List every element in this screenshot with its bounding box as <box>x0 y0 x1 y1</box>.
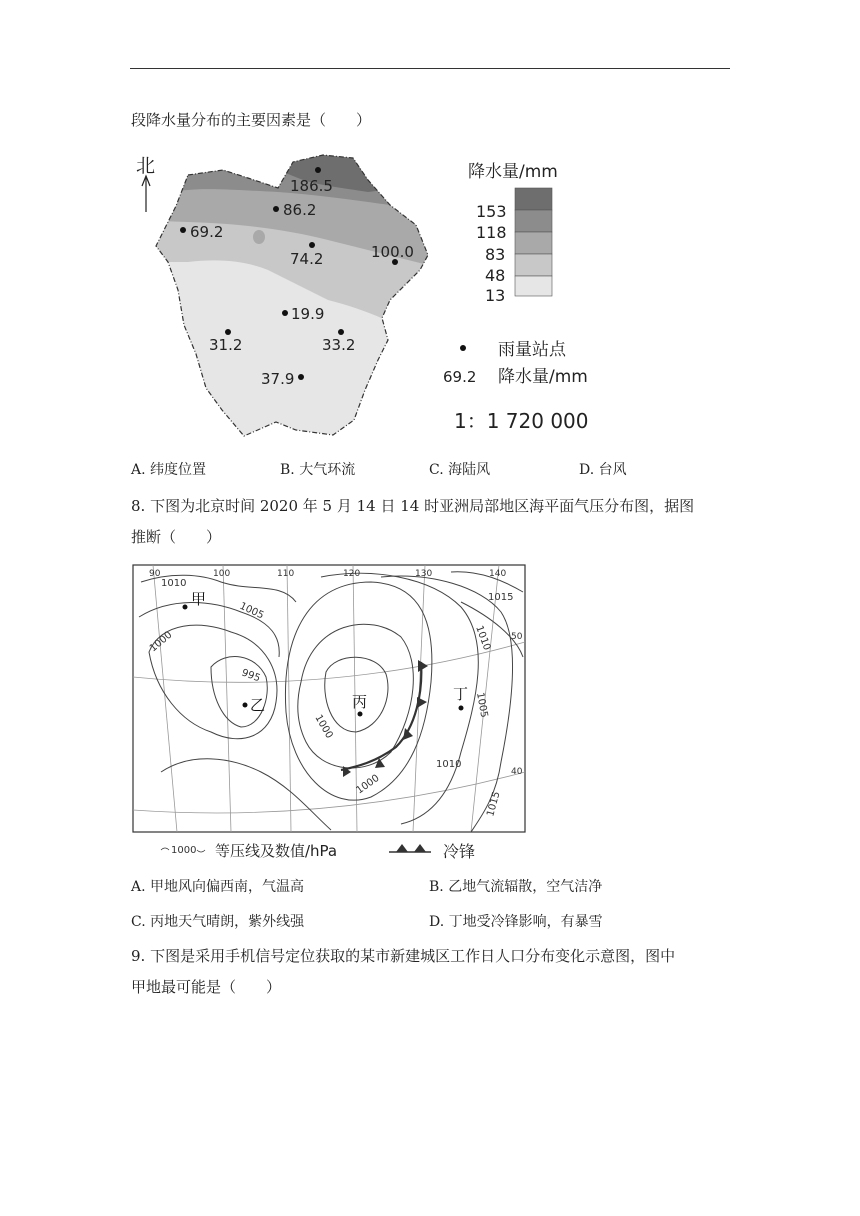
station-value: 86.2 <box>283 201 317 219</box>
isobar-label: 1010 <box>436 759 462 770</box>
station-value: 69.2 <box>190 223 224 241</box>
station-dot <box>309 242 315 248</box>
station-value: 19.9 <box>291 305 325 323</box>
station-key-label: 雨量站点 <box>498 340 566 360</box>
value-key-label: 降水量/mm <box>498 367 588 387</box>
legend-value: 83 <box>485 245 506 264</box>
latitude-label: 40 <box>511 767 523 777</box>
isobar-label: 1015 <box>488 592 514 603</box>
isobar-label: 1005 <box>237 600 266 622</box>
isobar-label: 1005 <box>474 691 490 719</box>
legend-swatch <box>515 210 552 232</box>
longitude-label: 120 <box>343 569 361 579</box>
station-value: 100.0 <box>371 243 414 261</box>
station-dot <box>180 227 186 233</box>
station-dot <box>298 374 304 380</box>
isobar-label: 1000 <box>354 772 382 797</box>
legend-swatch <box>515 254 552 276</box>
place-marker <box>243 703 248 708</box>
legend-front-label: 冷锋 <box>443 842 476 861</box>
question-8-stem-continued: 推断（ ） <box>131 528 222 546</box>
station-value: 33.2 <box>322 336 356 354</box>
option-b[interactable]: B. 乙地气流辐散，空气洁净 <box>429 879 603 895</box>
station-key-dot <box>460 345 466 351</box>
question-7-stem-tail: 段降水量分布的主要因素是（ ） <box>131 111 372 129</box>
station-value: 31.2 <box>209 336 243 354</box>
question-8-stem: 8. 下图为北京时间 2020 年 5 月 14 日 14 时亚洲局部地区海平面气压分布图，据图 <box>131 497 695 515</box>
station-dot <box>282 310 288 316</box>
option-c[interactable]: C. 丙地天气晴朗，紫外线强 <box>131 914 305 930</box>
legend-value: 153 <box>476 202 507 221</box>
place-label-bing: 丙 <box>352 693 368 711</box>
legend-isobar-label: 等压线及数值/hPa <box>215 842 338 860</box>
place-marker <box>358 712 363 717</box>
station-dot <box>315 167 321 173</box>
option-a[interactable]: A. 甲地风向偏西南，气温高 <box>131 879 305 895</box>
place-label-jia: 甲 <box>191 590 207 608</box>
top-rule <box>130 68 730 69</box>
option-d[interactable]: D. 丁地受冷锋影响，有暴雪 <box>429 914 603 930</box>
map-scale: 1：1 720 000 <box>454 409 589 433</box>
isobar-label: 1010 <box>161 578 187 589</box>
legend-value: 48 <box>485 266 506 285</box>
station-value: 186.5 <box>290 177 333 195</box>
legend-value: 118 <box>476 223 507 242</box>
legend-isobar-sample: 1000 <box>171 845 197 856</box>
place-label-yi: 乙 <box>250 696 266 714</box>
north-label: 北 <box>136 155 156 177</box>
legend-swatch <box>515 188 552 210</box>
question-9-stem-continued: 甲地最可能是（ ） <box>131 978 282 996</box>
legend-value: 13 <box>485 286 506 305</box>
place-label-ding: 丁 <box>453 685 469 703</box>
precipitation-legend <box>443 162 589 433</box>
longitude-label: 130 <box>415 569 433 579</box>
pressure-map-figure <box>131 562 531 866</box>
legend-title: 降水量/mm <box>468 162 558 182</box>
option-a[interactable]: A. 纬度位置 <box>131 462 207 478</box>
station-value: 37.9 <box>261 370 295 388</box>
place-marker <box>183 605 188 610</box>
latitude-label: 50 <box>511 632 523 642</box>
isobar-label: 1000 <box>312 713 335 741</box>
isobar-label: 1010 <box>473 624 493 652</box>
place-marker <box>459 706 464 711</box>
legend-swatch <box>515 276 552 296</box>
legend-swatch <box>515 232 552 254</box>
station-dot <box>338 329 344 335</box>
station-dot <box>273 206 279 212</box>
option-d[interactable]: D. 台风 <box>579 462 627 478</box>
precipitation-map-figure <box>128 150 618 449</box>
longitude-label: 110 <box>277 569 295 579</box>
station-value: 74.2 <box>290 250 324 268</box>
isobar-label: 1000 <box>147 629 175 655</box>
longitude-label: 140 <box>489 569 507 579</box>
station-dot <box>225 329 231 335</box>
question-9-stem: 9. 下图是采用手机信号定位获取的某市新建城区工作日人口分布变化示意图，图中 <box>131 947 676 965</box>
pressure-legend <box>161 842 475 861</box>
option-b[interactable]: B. 大气环流 <box>280 462 356 478</box>
isobar-label: 995 <box>239 667 262 685</box>
isobar-label: 1015 <box>485 790 503 818</box>
longitude-label: 100 <box>213 569 231 579</box>
option-c[interactable]: C. 海陆风 <box>429 462 491 478</box>
longitude-label: 90 <box>149 569 161 579</box>
value-key-sample: 69.2 <box>443 368 477 386</box>
